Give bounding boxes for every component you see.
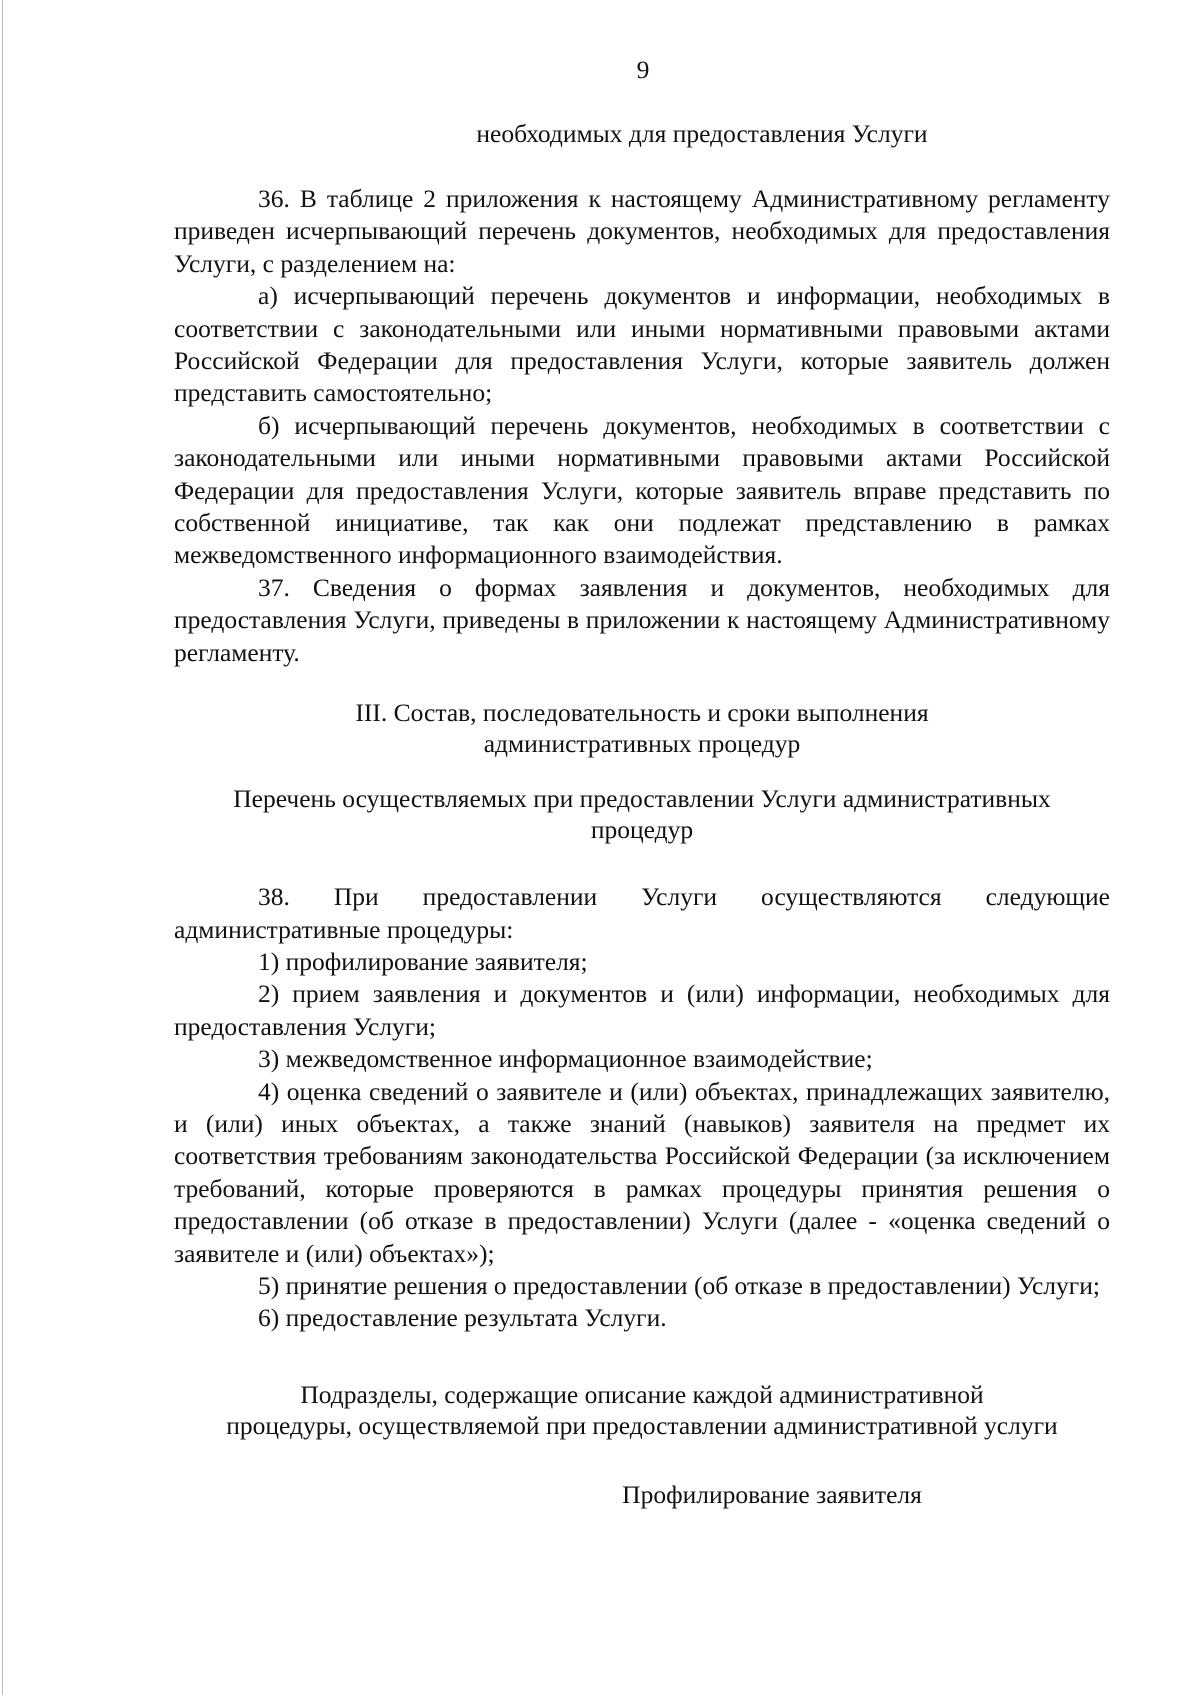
procedures-list-heading	[174, 783, 1110, 845]
paragraph-36-a: а) исчерпывающий перечень документов и информации, необходимых в соответствии с законодательными или иными нормативными правовыми актами Российской Федерации для предоставления Услуги, которые заявитель должен представить самостоятельно;	[174, 281, 1110, 408]
section-iii-heading-line-2: административных процедур	[483, 729, 801, 759]
section-iii-heading	[174, 697, 1110, 759]
page-number: 9	[636, 55, 650, 84]
paragraph-38: 38. При предоставлении Услуги осуществляются следующие административные процедуры:	[174, 882, 1110, 944]
paragraph-36: 36. В таблице 2 приложения к настоящему Административному регламенту приведен исчерпывающий перечень документов, необходимых для предоставления Услуги, с разделением на:	[174, 184, 1110, 278]
subdivisions-heading	[174, 1379, 1110, 1441]
procedure-item-4: 4) оценка сведений о заявителе и (или) объектах, принадлежащих заявителю, и (или) иных объектах, а также знаний (навыков) заявителя на предмет их соответствия требованиям законодательства Российской Федерации (за исключением требований, которые проверяются в рамках процедуры принятия решения о предоставлении (об отказе в предоставлении) Услуги (далее - «оценка сведений о заявителе и (или) объектах»);	[174, 1076, 1110, 1268]
paragraph-37: 37. Сведения о формах заявления и документов, необходимых для предоставления Услуги, приведены в приложении к настоящему Административному регламенту.	[174, 572, 1110, 667]
procedure-item-1: 1) профилирование заявителя;	[258, 946, 588, 976]
procedure-item-5: 5) принятие решения о предоставлении (об отказе в предоставлении) Услуги;	[258, 1270, 1100, 1300]
page-content	[174, 118, 1110, 1510]
scan-edge-line	[2, 0, 3, 1695]
procedure-item-3: 3) межведомственное информационное взаимодействие;	[258, 1044, 873, 1074]
procedure-item-6: 6) предоставление результата Услуги.	[258, 1303, 667, 1333]
profiling-heading: Профилирование заявителя	[622, 1479, 922, 1509]
procedures-list-heading-line-2: процедур	[590, 815, 694, 845]
continued-heading: необходимых для предоставления Услуги	[476, 119, 928, 148]
subdivisions-heading-line-2: процедуры, осуществляемой при предоставлении административной услуги	[226, 1410, 1058, 1440]
paragraph-36-b: б) исчерпывающий перечень документов, необходимых в соответствии с законодательными или иными нормативными правовыми актами Российской Федерации для предоставления Услуги, которые заявитель вправе представить по собственной инициативе, так как они подлежат представлению в рамках межведомственного информационного взаимодействия.	[174, 410, 1110, 570]
subdivisions-heading-line-1: Подразделы, содержащие описание каждой административной	[300, 1379, 984, 1409]
procedure-item-2: 2) прием заявления и документов и (или) информации, необходимых для предоставления Услуги;	[174, 979, 1110, 1041]
section-iii-heading-line-1: III. Состав, последовательность и сроки выполнения	[355, 698, 929, 728]
procedures-list-heading-line-1: Перечень осуществляемых при предоставлении Услуги административных	[233, 784, 1051, 814]
